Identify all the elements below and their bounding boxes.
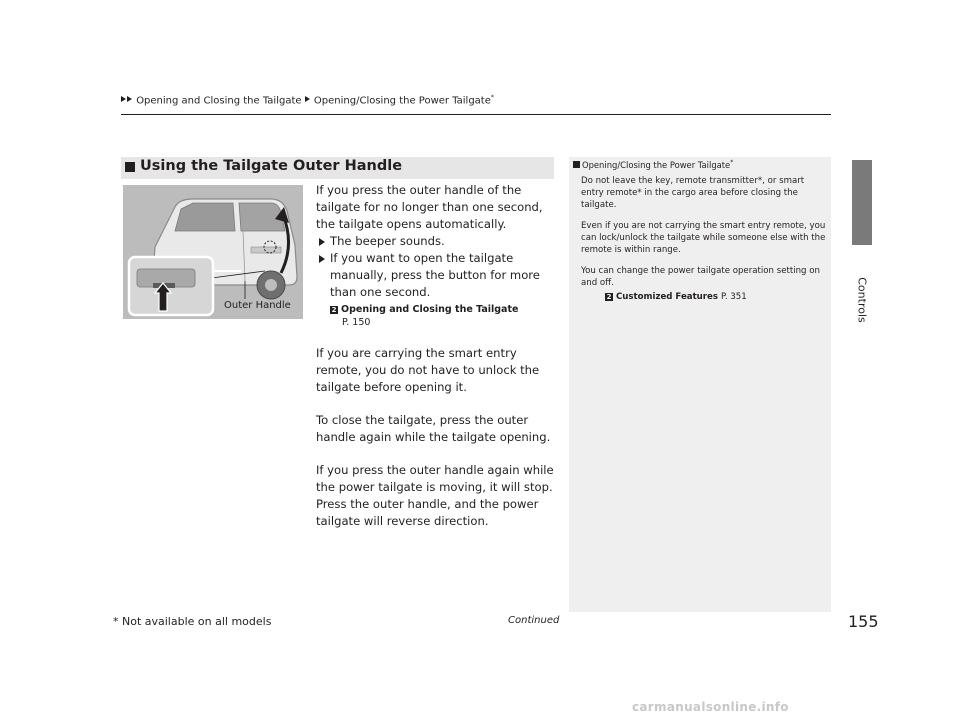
- note-cross-reference-page: P. 351: [720, 292, 747, 302]
- body-text: [316, 182, 556, 530]
- note-heading: [573, 159, 733, 170]
- note-asterisk: *: [730, 159, 734, 166]
- cross-reference-icon: 2: [331, 306, 337, 314]
- note-cross-reference-link[interactable]: [581, 291, 826, 303]
- body-paragraph: To close the tailgate, press the outer handle again while the tailgate opening.: [316, 413, 551, 444]
- spacer: [316, 446, 556, 462]
- cross-reference-link[interactable]: [316, 303, 556, 316]
- breadcrumb-part-1: Opening and Closing the Tailgate: [136, 95, 302, 107]
- section-title: Using the Tailgate Outer Handle: [140, 158, 403, 174]
- spacer: [316, 396, 556, 412]
- note-icon: [573, 161, 580, 168]
- figure-label: Outer Handle: [224, 300, 291, 311]
- body-sub-item: The beeper sounds.: [316, 233, 556, 250]
- cross-reference-title: Opening and Closing the Tailgate: [341, 304, 519, 315]
- page-number: 155: [848, 612, 879, 631]
- note-paragraph: Do not leave the key, remote transmitter*, or smart entry remote* in the cargo area before closing the tailgate.: [581, 176, 805, 210]
- cross-reference-icon: 2: [606, 293, 612, 301]
- breadcrumb: [121, 94, 494, 106]
- body-sub-item: If you want to open the tailgate manually, press the button for more than one second.: [316, 250, 556, 301]
- header-rule: [121, 114, 831, 115]
- body-paragraph: If you press the outer handle of the tailgate for no longer than one second, the tailgate opens automatically.: [316, 183, 543, 231]
- chapter-tab-text: Controls: [855, 277, 869, 323]
- arrow-right-icon: [127, 96, 132, 102]
- spacer: [316, 329, 556, 345]
- chapter-tab-marker: [852, 160, 872, 245]
- footnote: * Not available on all models: [113, 615, 272, 628]
- tailgate-figure: [123, 185, 303, 319]
- note-paragraph: Even if you are not carrying the smart entry remote, you can lock/unlock the tailgate while someone else with the remote is within range.: [581, 221, 826, 255]
- watermark: carmanualsonline.info: [632, 700, 789, 714]
- breadcrumb-part-2: Opening/Closing the Power Tailgate: [313, 95, 491, 107]
- section-heading: [121, 157, 554, 179]
- body-paragraph: Press the outer handle, and the power tailgate will reverse direction.: [316, 497, 539, 528]
- chapter-tab-label: [838, 255, 886, 345]
- body-paragraph: If you are carrying the smart entry remote, you do not have to unlock the tailgate before opening it.: [316, 346, 540, 394]
- section-square-icon: [125, 162, 135, 172]
- cross-reference-page: P. 150: [342, 317, 371, 328]
- note-cross-reference-title: Customized Features: [616, 292, 718, 302]
- car-illustration: [123, 185, 303, 319]
- arrow-right-icon: [305, 96, 310, 102]
- note-body: [581, 175, 826, 303]
- body-paragraph: If you press the outer handle again while the power tailgate is moving, it will stop.: [316, 463, 554, 494]
- breadcrumb-asterisk: *: [490, 94, 494, 101]
- note-paragraph: You can change the power tailgate operation setting on and off.: [581, 266, 820, 288]
- note-title: Opening/Closing the Power Tailgate: [582, 159, 731, 170]
- arrow-right-icon: [121, 96, 126, 102]
- continued-label: Continued: [508, 615, 560, 626]
